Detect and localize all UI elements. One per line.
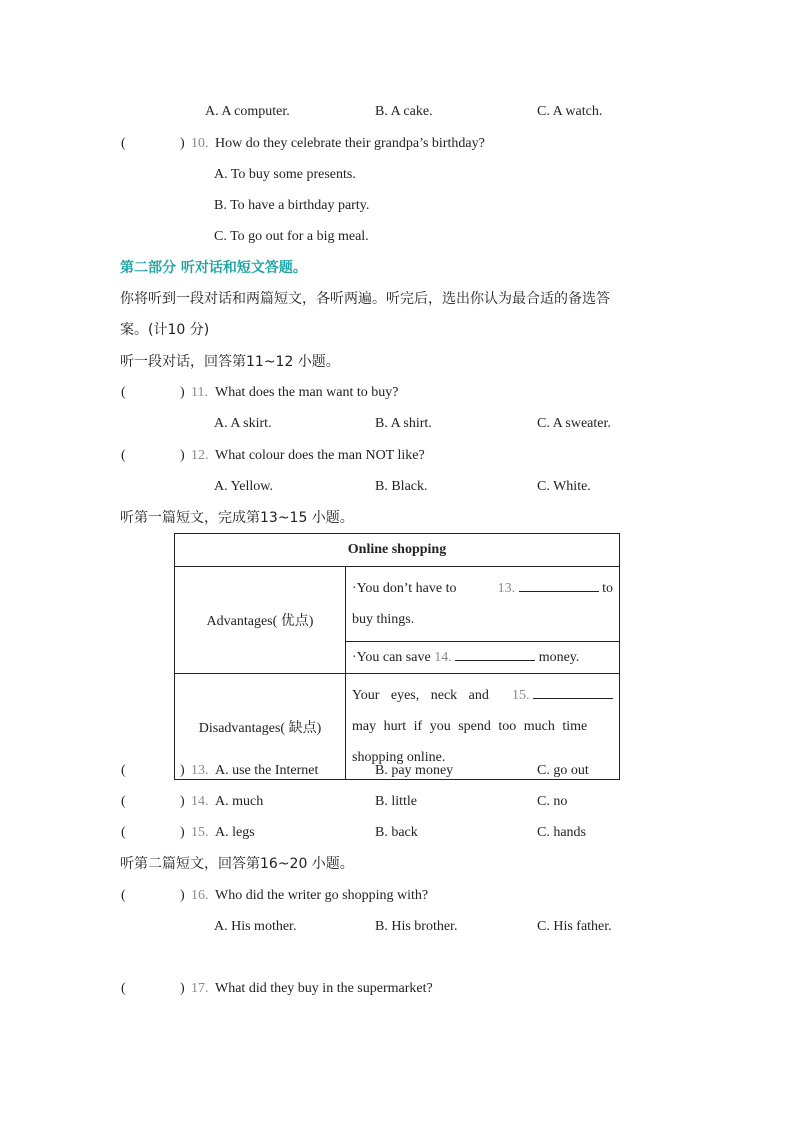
q14-option-b: B. little (375, 794, 417, 809)
dialog-heading: 听一段对话，回答第11~12 小题。 (120, 354, 340, 370)
q16-option-b: B. His brother. (375, 919, 458, 934)
q11-question: What does the man want to buy? (215, 385, 399, 400)
blank-15-number: 15. (512, 688, 530, 703)
q11-option-b: B. A shirt. (375, 416, 432, 431)
advantage-1-line1 (346, 567, 619, 604)
blank-13[interactable] (519, 579, 599, 592)
q15-close-paren: ) (180, 825, 185, 840)
passage1-heading: 听第一篇短文，完成第13~15 小题。 (120, 510, 354, 526)
part2-heading: 第二部分 听对话和短文答题。 (120, 260, 307, 276)
q13-number: 13. (191, 763, 209, 778)
advantage-2-line (346, 642, 619, 673)
q13-close-paren: ) (180, 763, 185, 778)
advantage-2-text-b: money. (538, 650, 580, 665)
disadvantage-line2: may hurt if you spend too much time (352, 719, 588, 734)
q16-open-paren: ( (121, 888, 126, 903)
q13-option-c: C. go out (537, 763, 589, 778)
q16-number: 16. (191, 888, 209, 903)
q11-number: 11. (191, 385, 208, 400)
q17-close-paren: ) (180, 981, 185, 996)
advantage-2-text-a: ·You can save (352, 650, 431, 665)
table-title: Online shopping (175, 534, 620, 567)
part2-instructions-line2: 案。(计10 分) (120, 322, 210, 338)
advantages-label (175, 567, 346, 674)
q17-open-paren: ( (121, 981, 126, 996)
blank-15[interactable] (533, 686, 613, 699)
q9-option-c: C. A watch. (537, 104, 603, 119)
advantage-1-cell (346, 567, 620, 642)
passage2-heading: 听第二篇短文，回答第16~20 小题。 (120, 856, 354, 872)
q16-question: Who did the writer go shopping with? (215, 888, 429, 903)
q15-number: 15. (191, 825, 209, 840)
q9-option-b: B. A cake. (375, 104, 433, 119)
q10-number: 10. (191, 136, 209, 151)
q14-number: 14. (191, 794, 209, 809)
q11-option-c: C. A sweater. (537, 416, 611, 431)
q12-question: What colour does the man NOT like? (215, 448, 425, 463)
advantage-2-cell (346, 642, 620, 674)
q10-close-paren: ) (180, 136, 185, 151)
q10-option-a: A. To buy some presents. (214, 167, 356, 182)
q12-open-paren: ( (121, 448, 126, 463)
blank-13-number: 13. (497, 581, 516, 596)
q12-number: 12. (191, 448, 209, 463)
q10-option-b: B. To have a birthday party. (214, 198, 370, 213)
q13-option-b: B. pay money (375, 763, 454, 778)
disadvantage-line3: shopping online. (352, 750, 446, 765)
disadvantages-label-text: Disadvantages( 缺点) (198, 720, 322, 736)
advantage-1-text-a: ·You don’t have to (352, 581, 457, 596)
q13-open-paren: ( (121, 763, 126, 778)
blank-14-number: 14. (434, 650, 452, 665)
q10-question: How do they celebrate their grandpa’s birthday? (215, 136, 485, 151)
advantages-label-text: Advantages( 优点) (206, 614, 314, 629)
q12-option-a: A. Yellow. (214, 479, 273, 494)
q14-option-c: C. no (537, 794, 568, 809)
q16-option-a: A. His mother. (214, 919, 297, 934)
q14-close-paren: ) (180, 794, 185, 809)
q15-option-b: B. back (375, 825, 418, 840)
q15-option-c: C. hands (537, 825, 586, 840)
q11-open-paren: ( (121, 385, 126, 400)
q16-option-c: C. His father. (537, 919, 612, 934)
q14-open-paren: ( (121, 794, 126, 809)
q9-option-a: A. A computer. (205, 104, 290, 119)
q12-option-c: C. White. (537, 479, 591, 494)
q15-open-paren: ( (121, 825, 126, 840)
q16-close-paren: ) (180, 888, 185, 903)
q11-close-paren: ) (180, 385, 185, 400)
disadvantage-line1 (346, 674, 619, 711)
advantage-1-line2: buy things. (352, 612, 415, 627)
q17-question: What did they buy in the supermarket? (215, 981, 433, 996)
q14-option-a: A. much (215, 794, 264, 809)
q12-close-paren: ) (180, 448, 185, 463)
blank-14[interactable] (455, 648, 535, 661)
advantage-1-text-b: to (602, 581, 613, 596)
q10-open-paren: ( (121, 136, 126, 151)
q10-option-c: C. To go out for a big meal. (214, 229, 369, 244)
part2-instructions-line1: 你将听到一段对话和两篇短文，各听两遍。听完后，选出你认为最合适的备选答 (120, 291, 610, 307)
q12-option-b: B. Black. (375, 479, 428, 494)
q17-number: 17. (191, 981, 209, 996)
q11-option-a: A. A skirt. (214, 416, 272, 431)
online-shopping-table (174, 533, 620, 780)
q15-option-a: A. legs (215, 825, 255, 840)
q13-option-a: A. use the Internet (215, 763, 319, 778)
disadvantage-text-a: Your eyes, neck and (352, 688, 489, 703)
